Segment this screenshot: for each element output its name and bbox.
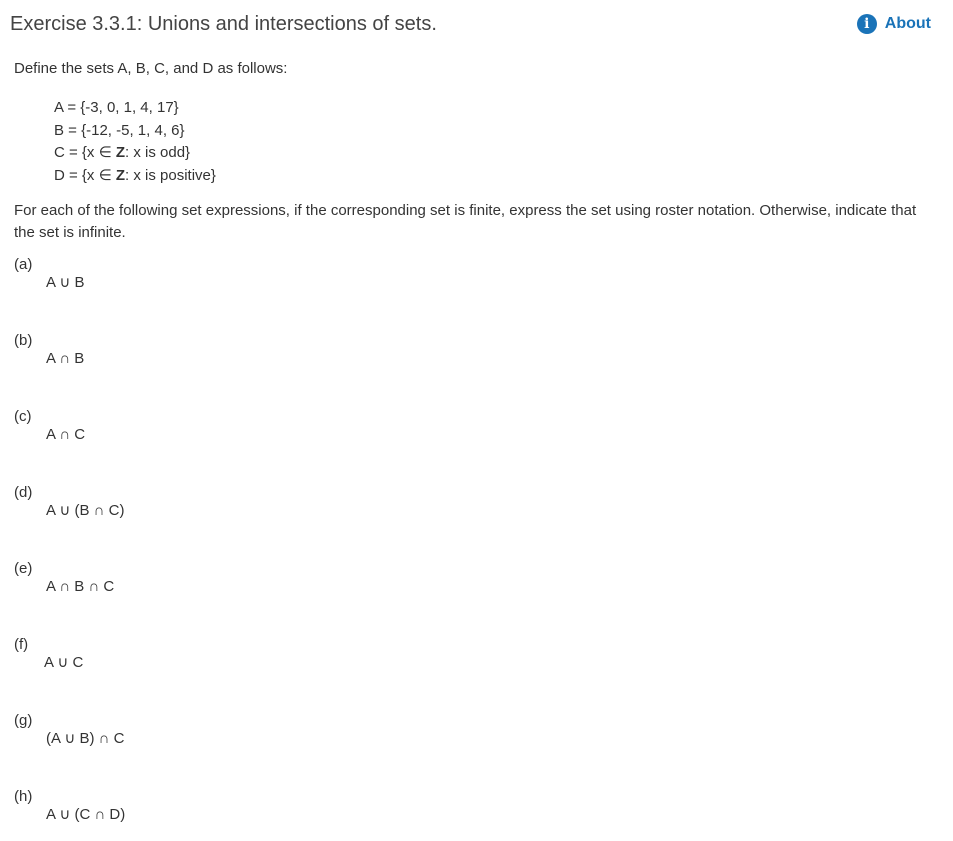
page-title: Exercise 3.3.1: Unions and intersections of sets. — [10, 13, 437, 35]
part-expression: (A ∪ B) ∩ C — [46, 730, 125, 747]
about-label: About — [884, 15, 931, 32]
part-label: (b) — [14, 332, 33, 349]
about-button[interactable] — [857, 14, 931, 34]
part-expression: A ∪ (B ∩ C) — [46, 502, 125, 519]
part-expression: A ∪ B — [46, 274, 85, 291]
part-e — [14, 560, 314, 610]
part-a — [14, 256, 314, 306]
integers-symbol: Z — [115, 144, 126, 161]
part-b — [14, 332, 314, 382]
part-expression: A ∩ C — [46, 426, 86, 443]
definition-c — [54, 142, 216, 165]
part-label: (g) — [14, 712, 33, 729]
part-d — [14, 484, 314, 534]
part-expression: A ∩ B ∩ C — [46, 578, 115, 595]
part-label: (e) — [14, 560, 33, 577]
definition-d — [54, 165, 216, 188]
definition-c-prefix: C = {x ∈ — [54, 144, 116, 161]
instructions-text: For each of the following set expressions, if the corresponding set is finite, express the set using roster notation. Otherwise, indicate that the set is infinite. — [14, 202, 917, 241]
definition-d-suffix: : x is positive} — [125, 166, 216, 184]
set-definitions — [54, 97, 216, 187]
part-expression: A ∩ B — [46, 350, 85, 367]
part-label: (d) — [14, 484, 33, 501]
definition-d-prefix: D = {x ∈ — [54, 166, 116, 184]
definition-b: B = {-12, -5, 1, 4, 6} — [54, 121, 185, 139]
definition-c-suffix: : x is odd} — [125, 144, 191, 161]
part-expression: A ∪ (C ∩ D) — [46, 806, 126, 823]
part-f — [14, 636, 314, 686]
exercise-header — [10, 12, 935, 38]
intro-text: Define the sets A, B, C, and D as follows: — [14, 60, 288, 77]
part-label: (c) — [14, 408, 32, 425]
info-icon: i — [857, 14, 877, 34]
part-c — [14, 408, 314, 458]
integers-symbol: Z — [115, 166, 126, 184]
part-g — [14, 712, 314, 762]
part-label: (f) — [14, 636, 29, 653]
part-label: (a) — [14, 256, 33, 273]
definition-a: A = {-3, 0, 1, 4, 17} — [54, 99, 179, 116]
part-expression: A ∪ C — [44, 654, 84, 671]
part-label: (h) — [14, 788, 33, 805]
part-h — [14, 788, 314, 838]
